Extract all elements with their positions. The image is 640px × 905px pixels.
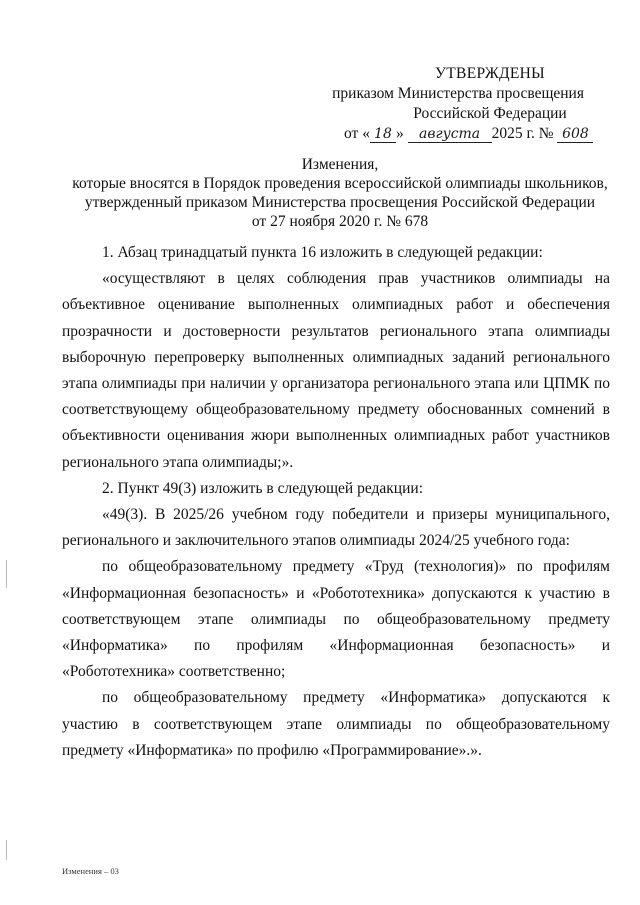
date-year: 2025 г. № <box>491 125 554 142</box>
paragraph-6: по общеобразовательному предмету «Информатика» допускаются к участию в соответствующем этапе олимпиады по общеобразовательному предмету «Информатика» по профилю «Программирование».». <box>62 689 610 759</box>
document-body <box>62 240 610 764</box>
approval-line-1: приказом Министерства просвещения <box>332 85 584 102</box>
scan-edge-mark <box>6 560 7 588</box>
document-heading <box>40 155 640 231</box>
footer-note: Изменения – 03 <box>62 866 119 876</box>
date-prefix: от « <box>344 125 370 142</box>
paragraph-4: «49(3). В 2025/26 учебном году победители и призеры муниципального, регионального и заключительного этапов олимпиады 2024/25 учебного года: <box>62 506 610 550</box>
paragraph-3: 2. Пункт 49(3) изложить в следующей редакции: <box>102 479 423 497</box>
heading-line-4: от 27 ноября 2020 г. № 678 <box>251 213 429 230</box>
date-mid: » <box>395 125 404 142</box>
paragraph-5: по общеобразовательному предмету «Труд (технология)» по профилям «Информационная безопасность» и «Робототехника» допускаются к участию в соответствующем этапе олимпиады по общеобразовательному предмету «Информатика» по профилям «Информационная безопасность» и «Робототехника» соответственно; <box>62 558 610 681</box>
paragraph-1: 1. Абзац тринадцатый пункта 16 изложить в следующей редакции: <box>102 244 543 261</box>
handwritten-day: 18 <box>370 124 396 144</box>
scan-edge-mark <box>6 840 7 860</box>
heading-line-1: Изменения, <box>301 156 379 173</box>
approval-line-2: Российской Федерации <box>413 105 567 122</box>
handwritten-month: августа <box>408 124 492 144</box>
paragraph-2: «осуществляют в целях соблюдения прав участников олимпиады на объективное оценивание выполненных олимпиадных работ и обеспечения прозрачности и достоверности результатов регионального этапа олимпиады выборочную перепроверку выполненных олимпиадных заданий регионального этапа олимпиады при наличии у организатора регионального этапа или ЦПМК по соответствующему общеобразовательному предмету обоснованных сомнений в объективности оценивания жюри выполненных олимпиадных работ участников регионального этапа олимпиады;». <box>62 270 610 471</box>
heading-line-3: утвержденный приказом Министерства просвещения Российской Федерации <box>84 194 596 211</box>
approval-date-line <box>330 124 610 144</box>
approval-block <box>330 64 610 144</box>
handwritten-order-number: 608 <box>557 124 593 144</box>
heading-line-2: которые вносятся в Порядок проведения всероссийской олимпиады школьников, <box>72 175 608 192</box>
approval-title: УТВЕРЖДЕНЫ <box>435 65 545 82</box>
